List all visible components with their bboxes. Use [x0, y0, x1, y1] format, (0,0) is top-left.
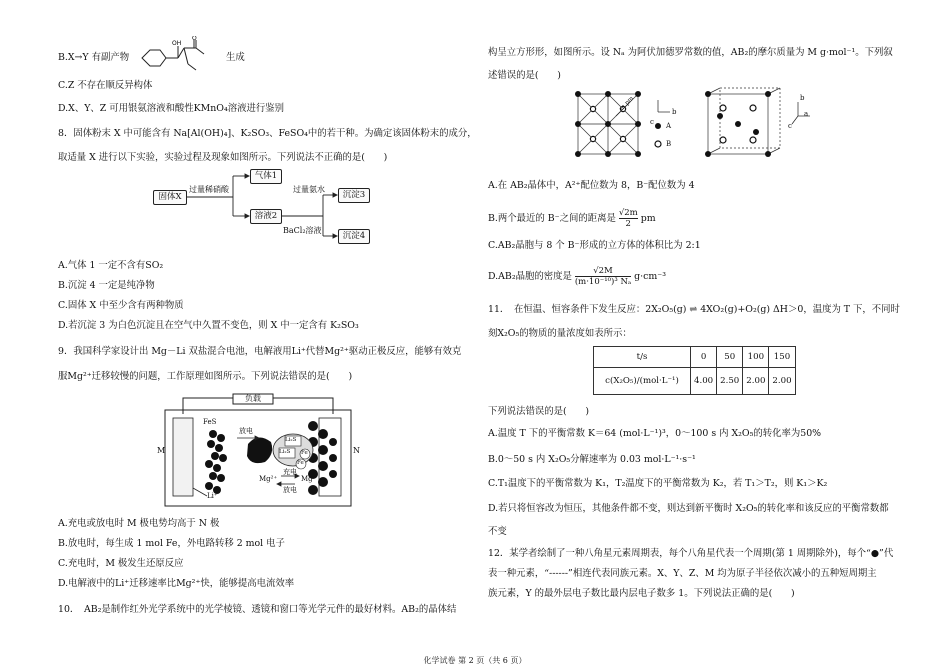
q10-option-b-text: B.两个最近的 B⁻之间的距离是 — [488, 213, 616, 224]
distance-label: m pm — [618, 94, 636, 113]
charge-label: 充电 — [283, 468, 297, 476]
fes-label: FeS — [203, 418, 217, 426]
table-header-cell: t/s — [594, 347, 691, 368]
q8-option-b: B.沉淀 4 一定是纯净物 — [58, 280, 155, 291]
q9-battery-svg — [163, 392, 353, 508]
discharge-label-bottom: 放电 — [283, 486, 297, 494]
battery-load-label: 负载 — [245, 394, 261, 403]
q8-option-c: C.固体 X 中至少含有两种物质 — [58, 300, 184, 311]
q9-option-d: D.电解液中的Li⁺迁移速率比Mg²⁺快，能够提高电流效率 — [58, 578, 295, 589]
flow-solution-2: 溶液2 — [250, 209, 282, 224]
li2s-label-1: Li₂S — [285, 437, 297, 443]
table-cell: 4.00 — [691, 368, 717, 395]
q10-crystal-svg — [558, 86, 838, 166]
q10-crystal-figures — [558, 86, 838, 166]
table-header-cell: 100 — [743, 347, 769, 368]
q10-stem-line2: 构呈立方形形，如图所示。设 Nₐ 为阿伏加德罗常数的值，AB₂的摩尔质量为 M g·mol⁻¹。下列叙 — [488, 47, 893, 58]
q10-option-a: A.在 AB₂晶体中，A²⁺配位数为 8，B⁻配位数为 4 — [488, 180, 695, 191]
legend-a-label: A — [666, 122, 672, 130]
table-header-cell: 50 — [717, 347, 743, 368]
q10-option-b-numerator: √2m — [618, 208, 638, 218]
q7-option-b — [58, 52, 129, 64]
q10-option-b — [488, 208, 656, 229]
table-row — [594, 347, 796, 368]
q9-stem-line1: 9．我国科学家设计出 Mg－Li 双盐混合电池，电解液用Li⁺代替Mg²⁺驱动正极反应，能够有效克 — [58, 346, 462, 357]
legend-b-label: B — [666, 140, 672, 148]
q10-option-b-denominator: 2 — [625, 219, 631, 229]
svg-text:O: O — [192, 36, 197, 42]
q9-option-a: A.充电或放电时 M 极电势均高于 N 极 — [58, 518, 220, 529]
q10-option-b-unit: pm — [640, 213, 656, 224]
q8-option-a: A.气体 1 一定不含有SO₂ — [58, 260, 164, 271]
electrode-n-label: N — [353, 446, 360, 455]
q7-byproduct-structure — [128, 36, 238, 80]
table-cell: 2.50 — [717, 368, 743, 395]
svg-text:OH: OH — [172, 40, 182, 47]
q9-stem-line2: 服Mg²⁺迁移较慢的问题，工作原理如图所示。下列说法错误的是( ) — [58, 371, 353, 382]
q11-option-a: A.温度 T 下的平衡常数 K＝64 (mol·L⁻¹)³，0～100 s 内 X₂O₅的转化率为50% — [488, 428, 822, 439]
q10-stem: 10． AB₂是制作红外光学系统中的光学棱镜、透镜和窗口等光学元件的最好材料。AB₂的晶体结 — [58, 604, 457, 615]
q10-option-d-fraction — [575, 266, 631, 287]
table-row — [594, 368, 796, 395]
table-row-label: c(X₂O₅)/(mol·L⁻¹) — [594, 368, 691, 395]
table-cell: 2.00 — [769, 368, 795, 395]
flow-gas-1: 气体1 — [250, 169, 282, 184]
q8-flow-arrows — [153, 168, 413, 248]
q11-option-b: B.0～50 s 内 X₂O₅分解速率为 0.03 mol·L⁻¹·s⁻¹ — [488, 454, 696, 465]
q9-option-c: C.充电时，M 极发生还原反应 — [58, 558, 184, 569]
mg-ion-label: Mg²⁺ — [259, 475, 278, 483]
q12-stem-line1: 12．某学者绘制了一种八角星元素周期表，每个八角星代表一个周期(第 1 周期除外)，每个“●”代 — [488, 548, 894, 559]
q10-option-d-unit: g·cm⁻³ — [634, 271, 666, 282]
q10-option-c: C.AB₂晶胞与 8 个 B⁻形成的立方体的体积比为 2:1 — [488, 240, 701, 251]
li-ion-label: Li⁺ — [207, 492, 218, 500]
q7-option-d: D.X、Y、Z 可用银氨溶液和酸性KMnO₄溶液进行鉴别 — [58, 103, 284, 114]
q8-option-d: D.若沉淀 3 为白色沉淀且在空气中久置不变色，则 X 中一定含有 K₂SO₃ — [58, 320, 359, 331]
table-header-cell: 150 — [769, 347, 795, 368]
axis-c-label: c — [788, 122, 792, 130]
li2s-label-2: Li₂S — [279, 449, 291, 455]
q7-option-b-tail: 生成 — [226, 52, 245, 63]
flow-label-ammonia: 过量氨水 — [293, 185, 325, 194]
mg-metal-label: Mg — [301, 475, 313, 483]
q12-stem-line3: 族元素，Y 的最外层电子数比最内层电子数多 1。下列说法正确的是( ) — [488, 588, 795, 599]
q10-option-d-denominator: (m·10⁻¹⁰)³ Nₐ — [574, 277, 632, 287]
axis-a-label: a — [804, 110, 809, 118]
axis-c-label-left: c — [650, 118, 654, 126]
discharge-label-top: 放电 — [239, 427, 253, 435]
q11-concentration-table — [593, 346, 796, 395]
axis-b-label-left: b — [672, 108, 677, 116]
flow-label-bacl2: BaCl₂溶液 — [283, 226, 322, 235]
fe-label-2: Fe — [297, 460, 304, 466]
q11-stem-line2: 刻X₂O₅的物质的量浓度如表所示： — [488, 328, 632, 339]
q10-option-d — [488, 266, 666, 287]
q8-flowchart — [153, 168, 413, 248]
page-footer: 化学试卷 第 2 页（共 6 页） — [423, 656, 527, 665]
electrode-m-label: M — [157, 446, 166, 455]
q9-option-b: B.放电时，每生成 1 mol Fe，外电路转移 2 mol 电子 — [58, 538, 285, 549]
table-header-cell: 0 — [691, 347, 717, 368]
q7-option-b-text: B.X→Y 有副产物 — [58, 52, 130, 63]
flow-solid-x: 固体X — [153, 190, 187, 205]
axis-b-label: b — [800, 94, 805, 102]
q11-ask: 下列说法错误的是( ) — [488, 406, 590, 417]
q11-option-c: C.T₁温度下的平衡常数为 K₁，T₂温度下的平衡常数为 K₂，若 T₁＞T₂，则 K₁＞K₂ — [488, 478, 828, 489]
flow-label-dilute-nitric: 过量稀硝酸 — [189, 185, 229, 194]
q11-option-d-line2: 不变 — [488, 526, 507, 537]
q10-stem-line3: 述错误的是( ) — [488, 70, 561, 81]
q7-option-c: C.Z 不存在顺反异构体 — [58, 80, 153, 91]
q10-option-b-fraction — [619, 208, 638, 229]
q9-battery-diagram — [157, 392, 360, 508]
q8-stem-line2: 取适量 X 进行以下实验，实验过程及现象如图所示。下列说法不正确的是( ) — [58, 152, 388, 163]
q10-option-d-text: D.AB₂晶胞的密度是 — [488, 271, 572, 282]
q12-stem-line2: 表一种元素，“------”相连代表同族元素。X、Y、Z、M 均为原子半径依次减小的五种短周期主 — [488, 568, 877, 579]
q11-option-d-line1: D.若只将恒容改为恒压，其他条件都不变，则达到新平衡时 X₂O₅的转化率和该反应的平衡常数都 — [488, 503, 889, 514]
fe-label-1: Fe — [301, 450, 308, 456]
q8-stem-line1: 8．固体粉末 X 中可能含有 Na[Al(OH)₄]、K₂SO₃、FeSO₄中的若干种。为确定该固体粉末的成分， — [58, 128, 477, 139]
flow-precipitate-4: 沉淀4 — [338, 229, 370, 244]
table-cell: 2.00 — [743, 368, 769, 395]
flow-precipitate-3: 沉淀3 — [338, 188, 370, 203]
q11-stem-line1: 11． 在恒温、恒容条件下发生反应：2X₂O₅(g) ⇌ 4XO₂(g)+O₂(g) ΔH＞0，温度为 T 下，不同时 — [488, 304, 900, 315]
q10-option-d-numerator: √2M — [575, 266, 631, 277]
